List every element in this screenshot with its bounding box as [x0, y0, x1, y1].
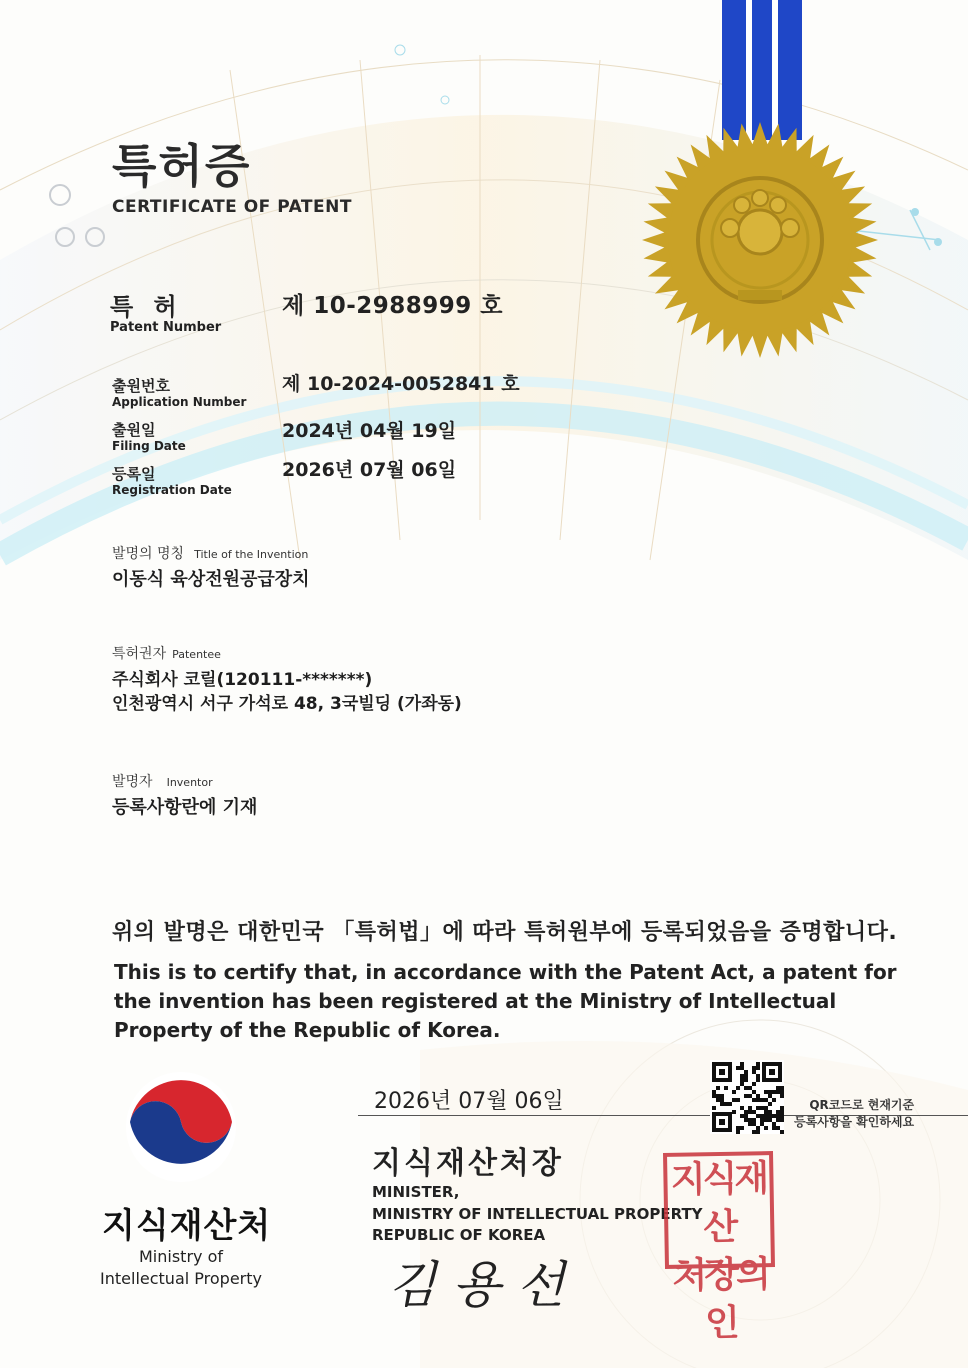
qr-module — [780, 1094, 784, 1098]
qr-module — [748, 1118, 752, 1122]
qr-module — [740, 1066, 744, 1070]
qr-module — [780, 1118, 784, 1122]
qr-module — [736, 1126, 740, 1130]
qr-module — [744, 1078, 748, 1082]
qr-module — [780, 1130, 784, 1134]
qr-module — [740, 1062, 744, 1066]
application-number-value: 제 10-2024-0052841 호 — [282, 373, 520, 395]
qr-module — [756, 1126, 760, 1130]
official-red-seal — [663, 1151, 775, 1345]
qr-module — [744, 1070, 748, 1074]
qr-module — [780, 1086, 784, 1090]
qr-module — [768, 1094, 772, 1098]
qr-module — [740, 1114, 744, 1118]
qr-module — [712, 1090, 716, 1094]
organization-name-korean: 지식재산처 — [102, 1206, 272, 1246]
qr-module — [732, 1098, 736, 1102]
invention-label-en: Title of the Invention — [194, 548, 309, 561]
registration-date-value: 2026년 07월 06일 — [282, 459, 457, 481]
qr-module — [748, 1086, 752, 1090]
inventor-label-en: Inventor — [166, 776, 213, 789]
qr-module — [756, 1098, 760, 1102]
qr-module — [724, 1086, 728, 1090]
qr-module — [764, 1118, 768, 1122]
qr-module — [772, 1098, 776, 1102]
application-number-label: 출원번호 — [112, 377, 170, 395]
qr-module — [776, 1114, 780, 1118]
qr-module — [748, 1110, 752, 1114]
taeguk-emblem-icon — [124, 1070, 238, 1184]
qr-module — [748, 1106, 752, 1110]
qr-module — [756, 1062, 760, 1066]
inventor-label-row — [112, 771, 213, 791]
qr-module — [776, 1126, 780, 1130]
qr-module — [764, 1114, 768, 1118]
minister-signature — [388, 1240, 628, 1320]
qr-module — [752, 1122, 756, 1126]
qr-module — [764, 1126, 768, 1130]
qr-module — [756, 1078, 760, 1082]
qr-module — [780, 1106, 784, 1110]
qr-module — [752, 1066, 756, 1070]
qr-module — [768, 1114, 772, 1118]
qr-module — [720, 1098, 724, 1102]
qr-module — [756, 1094, 760, 1098]
qr-module — [736, 1066, 740, 1070]
statement-english: This is to certify that, in accordance with the Patent Act, a patent for the invention has been registered at the Ministry of Intellectual Property of the Republic of Korea. — [114, 960, 897, 1042]
minister-title-korean: 지식재산처장 — [372, 1146, 564, 1181]
patentee-label-row — [112, 643, 221, 663]
qr-module — [768, 1090, 772, 1094]
qr-module — [716, 1098, 720, 1102]
qr-module — [760, 1106, 764, 1110]
qr-module — [712, 1094, 716, 1098]
qr-instruction — [794, 1097, 914, 1131]
qr-module — [712, 1106, 716, 1110]
qr-module — [780, 1114, 784, 1118]
certificate-subtitle: CERTIFICATE OF PATENT — [112, 197, 352, 217]
qr-code-icon[interactable] — [710, 1060, 784, 1134]
qr-module — [716, 1094, 720, 1098]
qr-module — [772, 1090, 776, 1094]
qr-module — [768, 1110, 772, 1114]
qr-module — [744, 1074, 748, 1078]
qr-module — [716, 1086, 720, 1090]
registration-date-label: 등록일 — [112, 465, 156, 483]
qr-module — [764, 1090, 768, 1094]
qr-module — [768, 1102, 772, 1106]
qr-module — [740, 1078, 744, 1082]
patent-number-label: 특 허 — [110, 293, 183, 321]
qr-module — [760, 1098, 764, 1102]
qr-module — [752, 1110, 756, 1114]
qr-module — [760, 1114, 764, 1118]
seal-line-1: 지식재산 — [670, 1158, 767, 1249]
qr-module — [720, 1094, 724, 1098]
qr-module — [724, 1102, 728, 1106]
qr-module — [776, 1090, 780, 1094]
qr-module — [756, 1074, 760, 1078]
invention-label: 발명의 명칭 — [112, 546, 185, 562]
qr-module — [748, 1094, 752, 1098]
qr-module — [760, 1118, 764, 1122]
qr-module — [736, 1098, 740, 1102]
minister-line-3: REPUBLIC OF KOREA — [372, 1226, 546, 1244]
qr-module — [752, 1082, 756, 1086]
qr-module — [744, 1086, 748, 1090]
qr-module — [732, 1090, 736, 1094]
qr-module — [772, 1126, 776, 1130]
qr-module — [752, 1070, 756, 1074]
qr-module — [744, 1094, 748, 1098]
patentee-name: 주식회사 코릴(120111-*******) — [112, 670, 373, 690]
qr-module — [732, 1110, 736, 1114]
qr-module — [752, 1130, 756, 1134]
qr-module — [760, 1122, 764, 1126]
qr-module — [780, 1090, 784, 1094]
qr-instruction-line-2: 등록사항을 확인하세요 — [794, 1115, 915, 1129]
qr-module — [776, 1118, 780, 1122]
qr-module — [744, 1110, 748, 1114]
invention-label-row — [112, 543, 308, 563]
qr-module — [764, 1098, 768, 1102]
qr-module — [740, 1126, 744, 1130]
qr-module — [748, 1122, 752, 1126]
qr-module — [756, 1066, 760, 1070]
patentee-address: 인천광역시 서구 가석로 48, 3국빌딩 (가좌동) — [112, 694, 462, 714]
inventor-label: 발명자 — [112, 774, 153, 790]
qr-module — [756, 1114, 760, 1118]
qr-module — [736, 1130, 740, 1134]
qr-module — [744, 1118, 748, 1122]
qr-module — [772, 1114, 776, 1118]
minister-line-2: MINISTRY OF INTELLECTUAL PROPERTY — [372, 1204, 703, 1223]
patent-number-value: 제 10-2988999 호 — [282, 293, 504, 319]
qr-module — [756, 1106, 760, 1110]
minister-line-1: MINISTER, — [372, 1183, 460, 1201]
qr-module — [740, 1082, 744, 1086]
qr-module — [740, 1074, 744, 1078]
qr-module — [728, 1102, 732, 1106]
qr-instruction-line-1: QR코드로 현재기준 — [809, 1098, 915, 1112]
patentee-label-en: Patentee — [172, 648, 221, 661]
invention-title-value: 이동식 육상전원공급장치 — [112, 569, 310, 590]
qr-module — [752, 1090, 756, 1094]
filing-date-label: 출원일 — [112, 421, 156, 439]
patentee-label: 특허권자 — [112, 646, 167, 662]
qr-module — [756, 1130, 760, 1134]
qr-module — [780, 1110, 784, 1114]
qr-module — [776, 1110, 780, 1114]
gold-seal-medal-icon — [630, 0, 890, 370]
application-number-label-en: Application Number — [112, 395, 247, 409]
issue-date: 2026년 07월 06일 — [374, 1089, 564, 1114]
filing-date-label-en: Filing Date — [112, 439, 186, 453]
qr-module — [772, 1122, 776, 1126]
qr-module — [752, 1098, 756, 1102]
registration-date-label-en: Registration Date — [112, 483, 232, 497]
certificate-title: 특허증 — [112, 139, 252, 193]
qr-module — [768, 1118, 772, 1122]
qr-module — [720, 1102, 724, 1106]
seal-line-2: 처장의인 — [672, 1254, 769, 1345]
signature-text: 김 용 선 — [388, 1256, 565, 1314]
qr-module — [764, 1110, 768, 1114]
statement-korean: 위의 발명은 대한민국 「특허법」에 따라 특허원부에 등록되었음을 증명합니다. — [112, 920, 898, 945]
qr-module — [740, 1106, 744, 1110]
organization-name-english: Ministry of Intellectual Property — [100, 1247, 262, 1288]
filing-date-value: 2024년 04월 19일 — [282, 420, 457, 442]
inventor-value: 등록사항란에 기재 — [112, 797, 258, 818]
qr-module — [736, 1086, 740, 1090]
qr-module — [776, 1086, 780, 1090]
qr-module — [752, 1118, 756, 1122]
minister-title-english — [372, 1182, 703, 1247]
patent-number-label-en: Patent Number — [110, 320, 222, 335]
qr-module — [744, 1114, 748, 1118]
qr-module — [764, 1106, 768, 1110]
